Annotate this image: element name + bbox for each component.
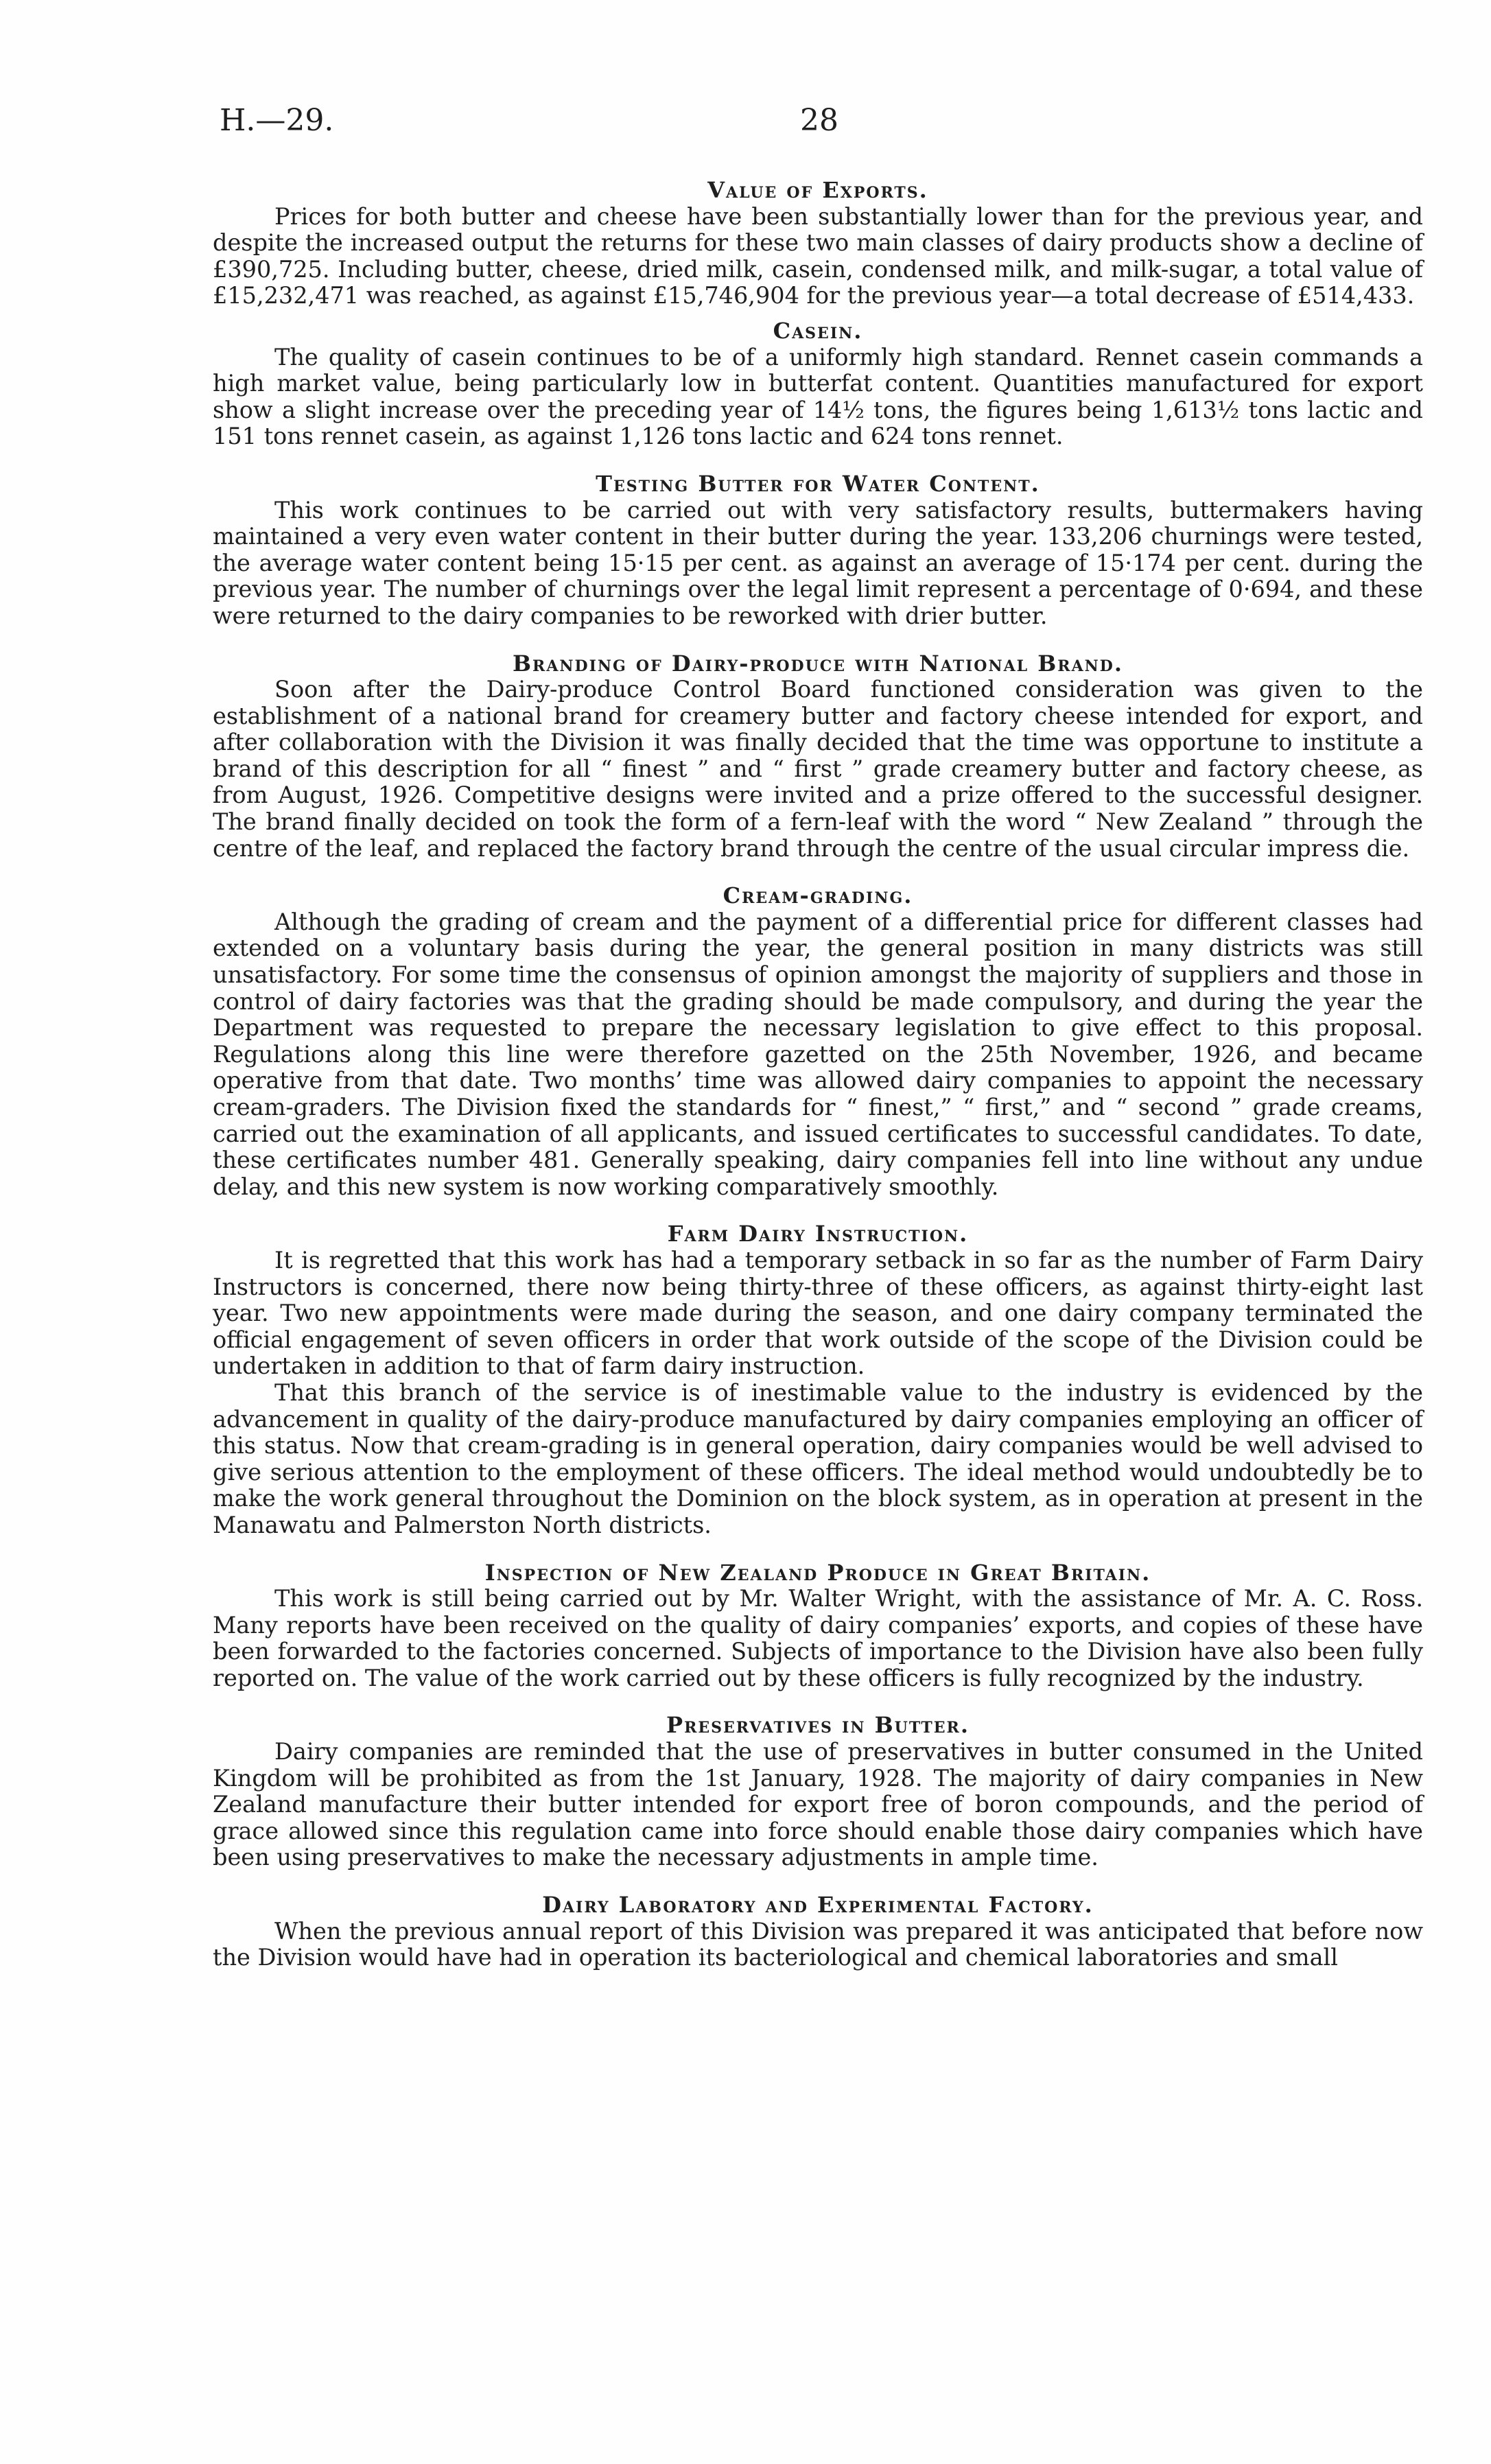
paragraph: That this branch of the service is of inestimable value to the industry is evidenced by the advancement in quality of the dairy-produce manufactured by dairy companies employing an officer of this status. Now that cream-grading is in general operation, dairy companies would be well advised to give serious attention to the employment of these officers. The ideal method would undoubtedly be to make the work general throughout the Dominion on the block system, as in operation at present in the Manawatu and Palmerston North districts.	[213, 1378, 1423, 1538]
section-testing-butter	[213, 450, 1423, 630]
paragraph: Dairy companies are reminded that the use of preservatives in butter consumed in the United Kingdom will be prohibited as from the 1st January, 1928. The majority of dairy companies in New Zealand manufacture their butter intended for export free of boron compounds, and the period of grace allowed since this regulation came into force should enable those dairy companies which have been using preservatives to make the necessary adjustments in ample time.	[213, 1738, 1423, 1871]
section-heading: Branding of Dairy-produce with National Brand.	[513, 650, 1123, 677]
section-heading: Casein.	[773, 317, 863, 344]
section-casein	[213, 309, 1423, 450]
section-cream-grading	[213, 862, 1423, 1200]
page-header	[220, 103, 1427, 151]
section-heading: Testing Butter for Water Content.	[596, 470, 1040, 497]
section-heading: Preservatives in Butter.	[666, 1712, 970, 1739]
section-preservatives	[213, 1691, 1423, 1871]
paragraph: Prices for both butter and cheese have been substantially lower than for the previous year, and despite the increased output the returns for these two main classes of dairy products show a decline of £390,725. Including butter, cheese, dried milk, casein, condensed milk, and milk-sugar, a total value of £15,232,471 was reached, as against £15,746,904 for the previous year—a total decrease of £514,433.	[213, 202, 1423, 309]
paragraph: The quality of casein continues to be of a uniformly high standard. Rennet casein commands a high market value, being particularly low in butterfat content. Quantities manufactured for export show a slight increase over the preceding year of 14½ tons, the figures being 1,613½ tons lactic and 151 tons rennet casein, as against 1,126 tons lactic and 624 tons rennet.	[213, 343, 1423, 450]
section-heading: Cream-grading.	[723, 882, 913, 909]
section-value-of-exports	[213, 177, 1423, 309]
paragraph: When the previous annual report of this Division was prepared it was anticipated that before now the Division would have had in operation its bacteriological and chemical laboratories and small	[213, 1917, 1423, 1971]
paragraph: It is regretted that this work has had a temporary setback in so far as the number of Farm Dairy Instructors is concerned, there now being thirty-three of these officers, as against thirty-eight last year. Two new appointments were made during the season, and one dairy company terminated the official engagement of seven officers in order that work outside of the scope of the Division could be undertaken in addition to that of farm dairy instruction.	[213, 1246, 1423, 1380]
page-body	[213, 177, 1423, 1971]
paragraph: This work is still being carried out by Mr. Walter Wright, with the assistance of Mr. A. C. Ross. Many reports have been received on the quality of dairy companies’ exports, and copies of these have been forwarded to the factories concerned. Subjects of importance to the Division have also been fully reported on. The value of the work carried out by these officers is fully recognized by the industry.	[213, 1585, 1423, 1691]
section-heading: Farm Dairy Instruction.	[667, 1221, 969, 1247]
section-branding	[213, 630, 1423, 863]
section-heading: Dairy Laboratory and Experimental Factory.	[542, 1892, 1094, 1919]
section-heading: Inspection of New Zealand Produce in Great Britain.	[484, 1559, 1151, 1586]
page-number: 28	[800, 103, 838, 138]
section-dairy-laboratory	[213, 1871, 1423, 1971]
paragraph: Although the grading of cream and the payment of a differential price for different classes had extended on a voluntary basis during the year, the general position in many districts was still unsatisfactory. For some time the consensus of opinion amongst the majority of suppliers and those in control of dairy factories was that the grading should be made compulsory, and during the year the Department was requested to prepare the necessary legislation to give effect to this proposal. Regulations along this line were therefore gazetted on the 25th November, 1926, and became operative from that date. Two months’ time was allowed dairy companies to appoint the necessary cream-graders. The Division fixed the standards for “ finest,” “ first,” and “ second ” grade creams, carried out the examination of all applicants, and issued certificates to successful candidates. To date, these certificates number 481. Generally speaking, dairy companies fell into line without any undue delay, and this new system is now working comparatively smoothly.	[213, 908, 1423, 1200]
section-farm-dairy-instruction	[213, 1200, 1423, 1538]
document-reference: H.—29.	[220, 103, 334, 138]
paragraph: This work continues to be carried out with very satisfactory results, buttermakers having maintained a very even water content in their butter during the year. 133,206 churnings were tested, the average water content being 15·15 per cent. as against an average of 15·174 per cent. during the previous year. The number of churnings over the legal limit represent a percentage of 0·694, and these were returned to the dairy companies to be reworked with drier butter.	[213, 496, 1423, 629]
section-heading: Value of Exports.	[707, 177, 928, 203]
section-inspection-great-britain	[213, 1539, 1423, 1692]
paragraph: Soon after the Dairy-produce Control Board functioned consideration was given to the establishment of a national brand for creamery butter and factory cheese intended for export, and after collaboration with the Division it was finally decided that the time was opportune to institute a brand of this description for all “ finest ” and “ first ” grade creamery butter and factory cheese, as from August, 1926. Competitive designs were invited and a prize offered to the successful designer. The brand finally decided on took the form of a fern-leaf with the word “ New Zealand ” through the centre of the leaf, and replaced the factory brand through the centre of the usual circular impress die.	[213, 676, 1423, 862]
